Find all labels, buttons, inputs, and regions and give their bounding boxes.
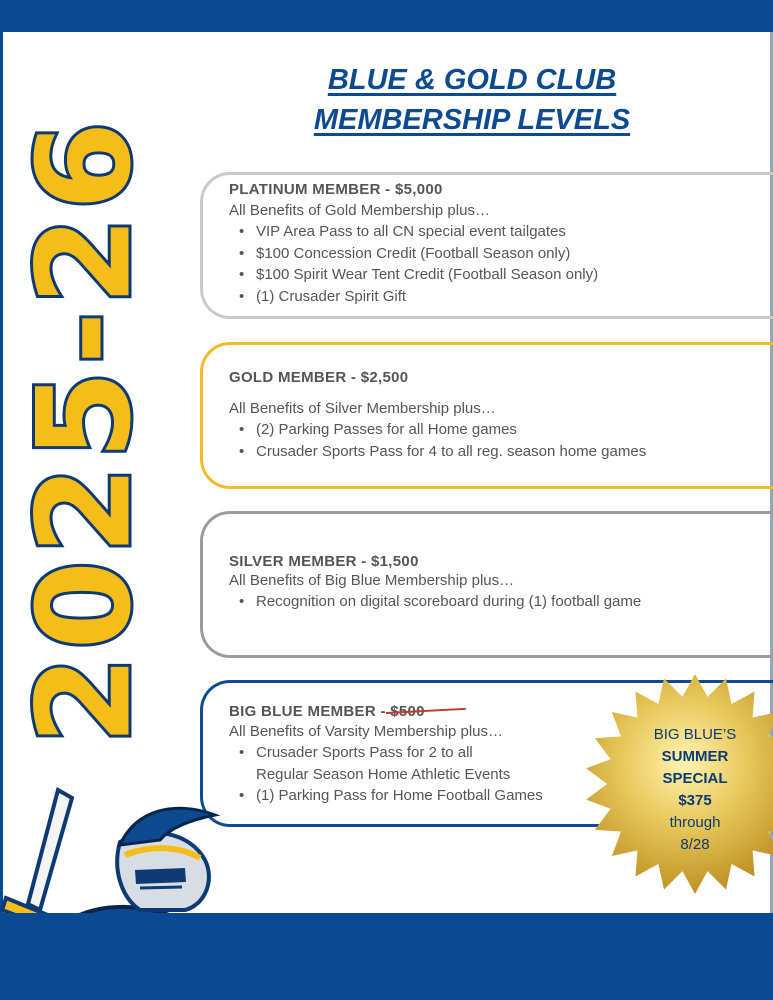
special-date: 8/28 xyxy=(680,836,710,853)
platinum-intro: All Benefits of Gold Membership plus… xyxy=(229,202,490,219)
gold-card xyxy=(200,342,773,489)
special-line2: SUMMER xyxy=(661,748,729,765)
benefit-item: • Recognition on digital scoreboard during (1) football game xyxy=(229,591,773,613)
benefit-item: • (1) Crusader Spirit Gift xyxy=(229,286,773,308)
platinum-title: PLATINUM MEMBER - $5,000 xyxy=(229,181,443,198)
gold-benefits xyxy=(229,419,773,462)
special-line3: SPECIAL xyxy=(662,770,728,787)
year-text: 2025-26 xyxy=(10,115,160,745)
big-blue-intro: All Benefits of Varsity Membership plus… xyxy=(229,723,503,740)
benefit-item: • Crusader Sports Pass for 4 to all reg. season home games xyxy=(229,441,773,463)
gold-intro: All Benefits of Silver Membership plus… xyxy=(229,400,496,417)
benefit-item: • (2) Parking Passes for all Home games xyxy=(229,419,773,441)
club-title: BLUE & GOLD CLUB xyxy=(327,64,617,96)
silver-card xyxy=(200,511,773,658)
benefit-item: • Crusader Sports Pass for 2 to all xyxy=(229,742,773,764)
old-price xyxy=(390,703,425,720)
top-banner xyxy=(0,0,773,32)
membership-levels-title: MEMBERSHIP LEVELS xyxy=(313,104,631,136)
silver-benefits xyxy=(229,591,773,613)
benefit-item-continued: Regular Season Home Athletic Events xyxy=(256,765,511,783)
gold-title: GOLD MEMBER - $2,500 xyxy=(229,369,409,386)
benefit-item: • $100 Concession Credit (Football Season only) xyxy=(229,243,773,265)
special-text xyxy=(583,724,773,856)
benefit-item: • (1) Parking Pass for Home Football Games xyxy=(229,785,773,807)
big-blue-name: BIG BLUE MEMBER - xyxy=(229,703,386,720)
special-price: $375 xyxy=(678,792,712,809)
silver-intro: All Benefits of Big Blue Membership plus… xyxy=(229,572,515,589)
special-line5: through xyxy=(669,814,721,831)
benefit-item: • VIP Area Pass to all CN special event tailgates xyxy=(229,221,773,243)
bottom-banner xyxy=(0,913,773,1000)
benefit-item: • $100 Spirit Wear Tent Credit (Football Season only) xyxy=(229,264,773,286)
special-line1: BIG BLUE’S xyxy=(653,726,737,743)
summer-special-badge xyxy=(583,672,773,902)
silver-title: SILVER MEMBER - $1,500 xyxy=(229,553,419,570)
platinum-benefits xyxy=(229,221,773,307)
platinum-card xyxy=(200,172,773,319)
